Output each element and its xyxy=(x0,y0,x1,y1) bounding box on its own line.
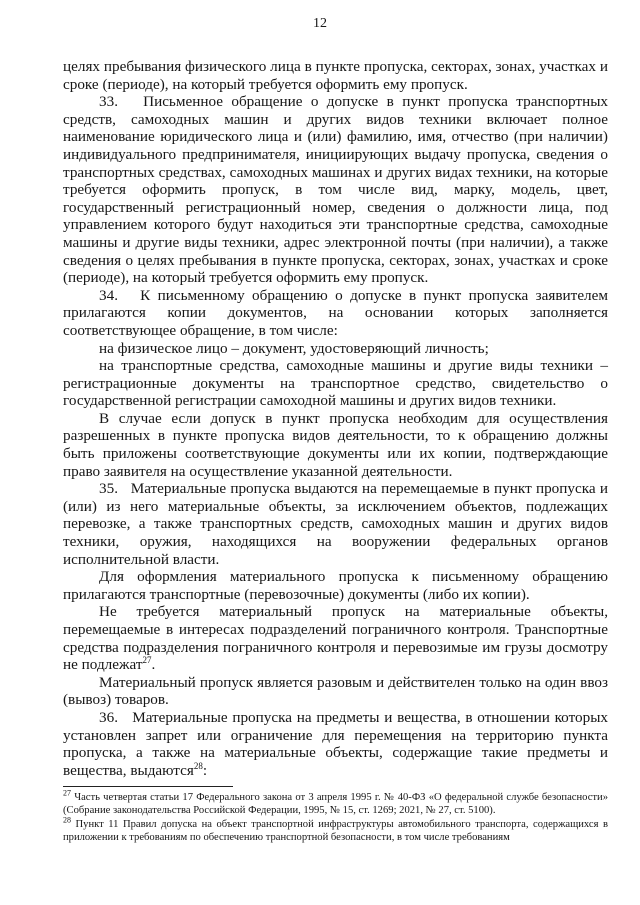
paragraph-35-documents xyxy=(63,568,608,603)
paragraph-text: : xyxy=(202,761,208,779)
paragraph-text: . xyxy=(151,656,156,674)
footnote-ref: 28 xyxy=(193,760,203,771)
paragraph-34-activities xyxy=(63,410,608,480)
paragraph-text: В случае если допуск в пункт пропуска необходим для осуществления разрешенных в пункте пропуска видов деятельности, то к обращению должны быть приложены соответствующие документы или их копии, подтверждающие право заявителя на осуществление указанной деятельности. xyxy=(63,409,608,480)
footnote-ref: 27 xyxy=(142,655,152,666)
footnote-text: Пункт 11 Правил допуска на объект транспортной инфраструктуры автомобильного транспорта, содержащихся в приложении к требованиям по обеспечению транспортной безопасности, в том числе требованиям xyxy=(63,818,608,844)
paragraph-35-single-use xyxy=(63,674,608,709)
footnote-number: 27 xyxy=(63,788,71,798)
paragraph-34 xyxy=(63,287,608,340)
paragraph-33 xyxy=(63,93,608,287)
body-text xyxy=(63,58,608,779)
paragraph-continuation xyxy=(63,58,608,93)
paragraph-text: на физическое лицо – документ, удостоверяющий личность; xyxy=(99,339,489,357)
paragraph-text: Материальный пропуск является разовым и действителен только на один ввоз (вывоз) товаров. xyxy=(63,673,608,709)
footnotes xyxy=(63,786,608,845)
paragraph-35-exemption xyxy=(63,603,608,673)
paragraph-text: целях пребывания физического лица в пункте пропуска, секторах, зонах, участках и сроке (периоде), на который требуется оформить ему пропуск. xyxy=(63,58,608,93)
paragraph-text: на транспортные средства, самоходные машины и другие виды техники – регистрационные документы на транспортное средство, свидетельство о государственной регистрации самоходной машины и других видов техники. xyxy=(63,357,608,410)
paragraph-text: 35. Материальные пропуска выдаются на перемещаемые в пункт пропуска и (или) из него материальные объекты, за исключением объектов, подлежащих перевозке, а также транспортных средств, самоходных машин и других видов техники, оружия, находящихся на вооружении федеральных органов исполнительной власти. xyxy=(63,480,608,568)
paragraph-34-vehicles xyxy=(63,357,608,410)
footnote-divider xyxy=(63,786,233,787)
paragraph-text: 36. Материальные пропуска на предметы и вещества, в отношении которых установлен запрет или ограничение для перемещения на территорию пункта пропуска, а также на материальные объекты, содержащие такие предметы и вещества, выдаются xyxy=(63,708,608,779)
footnote-text: Часть четвертая статьи 17 Федерального закона от 3 апреля 1995 г. № 40-ФЗ «О федеральной службе безопасности» (Собрание законодательства Российской Федерации, 1995, № 15, ст. 1269; 2021, № 27, ст. 5100). xyxy=(63,792,609,817)
footnote-number: 28 xyxy=(63,815,71,825)
paragraph-text: 33. Письменное обращение о допуске в пункт пропуска транспортных средств, самоходных машин и других видов техники включает полное наименование юридического лица и (или) фамилию, имя, отчество (при наличии) индивидуального предпринимателя, инициирующих выдачу пропуска, сведения о транспортных средствах, самоходных машинах и других видах техники, на которые требуется оформить пропуск, в том числе вид, марку, модель, цвет, государственный регистрационный номер, сведения о должности лица, под управлением которого будут находиться эти транспортные средства, самоходные машины и другие виды техники, адрес электронной почты (при наличии), а также сведения о целях пребывания в пункте пропуска, секторах, зонах, участках и сроке (периоде), на который требуется оформить ему пропуск. xyxy=(63,93,608,287)
paragraph-34-individual xyxy=(63,340,608,358)
paragraph-35 xyxy=(63,480,608,568)
paragraph-36 xyxy=(63,709,608,779)
paragraph-text: Для оформления материального пропуска к письменному обращению прилагаются транспортные (перевозочные) документы (либо их копии). xyxy=(63,568,608,603)
page-number: 12 xyxy=(313,16,327,31)
paragraph-text: 34. К письменному обращению о допуске в пункт пропуска заявителем прилагаются копии документов, на основании которых заполняется соответствующее обращение, в том числе: xyxy=(63,286,608,339)
paragraph-text: Не требуется материальный пропуск на материальные объекты, перемещаемые в интересах подразделений пограничного контроля. Транспортные средства подразделения пограничного контроля и перевозимые им грузы досмотру не подлежат xyxy=(63,603,608,674)
footnote-28 xyxy=(63,815,608,845)
footnote-27 xyxy=(63,788,609,818)
